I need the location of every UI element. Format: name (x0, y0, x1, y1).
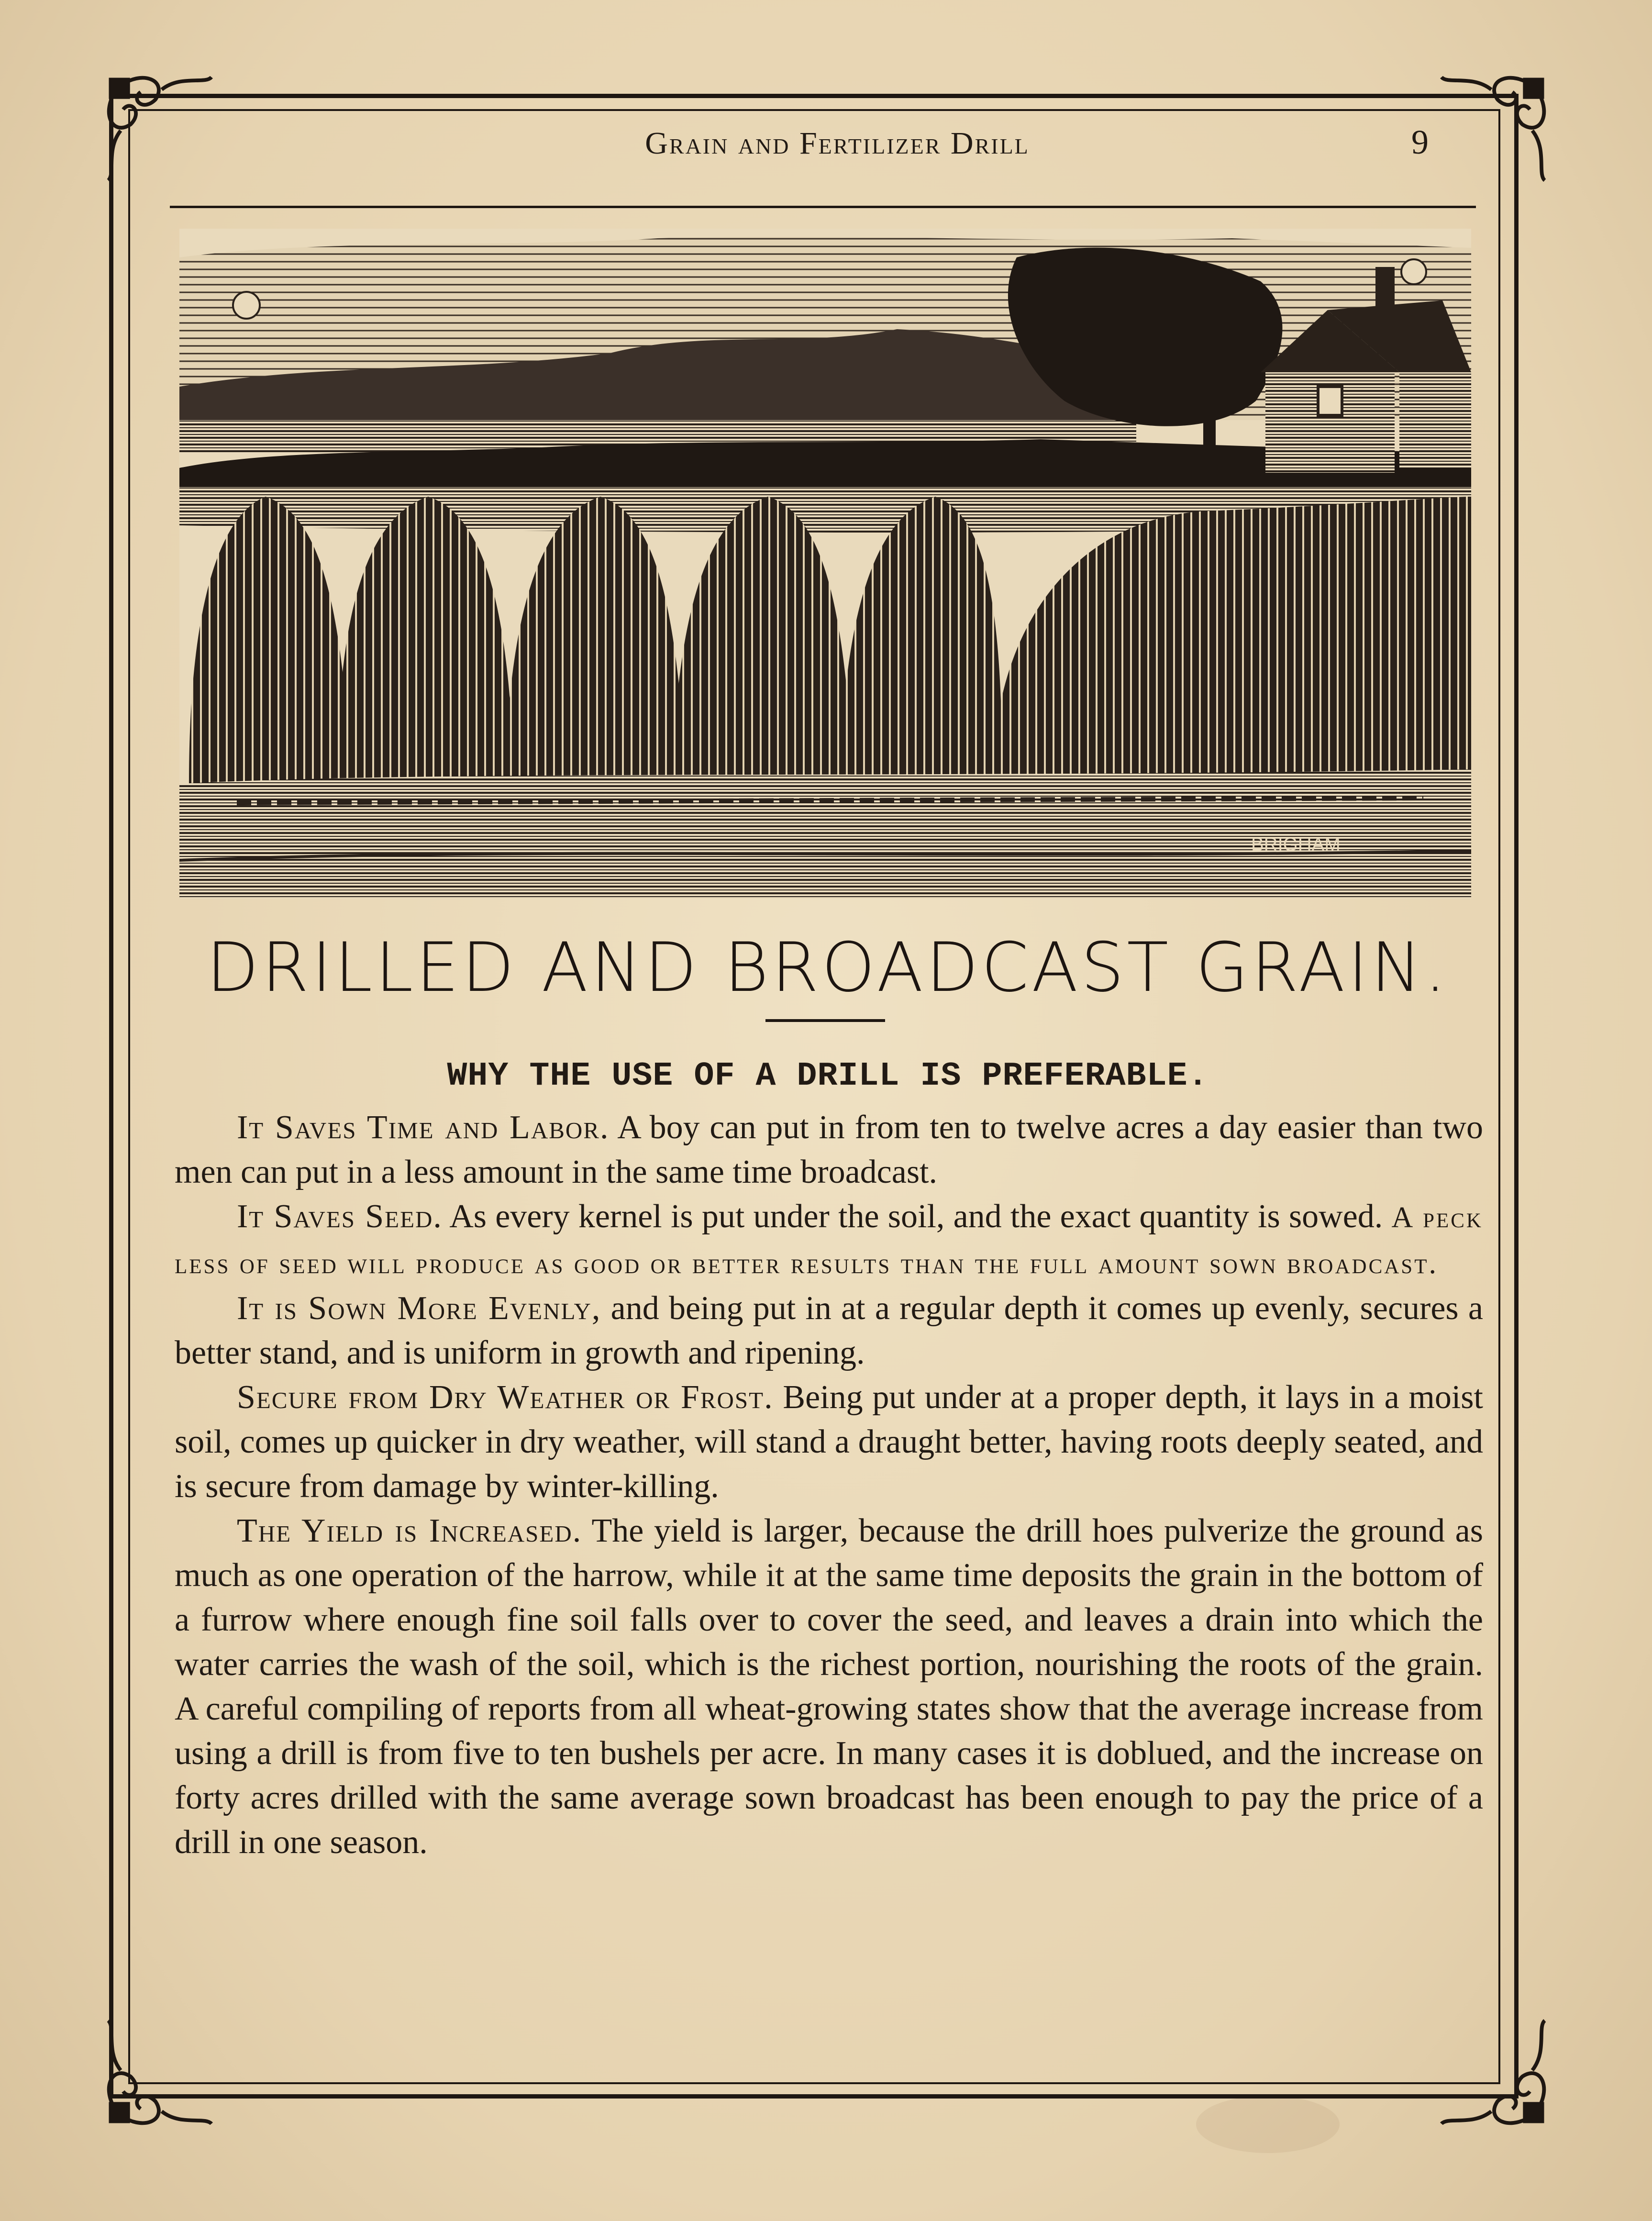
paragraph-text: Being put under at a proper depth, it lays in a moist soil, comes up quicker in dry weather, will stand a draught better, having roots deeply seated, and is secure from damage by winter-killing. (175, 1379, 1483, 1505)
corner-ornament-top-right (1435, 62, 1560, 187)
wheat-field-engraving (179, 229, 1471, 899)
paragraph-lead: It Saves Seed. (237, 1198, 443, 1235)
paragraph-text: As every kernel is put under the soil, and the exact quantity is sowed. (442, 1198, 1392, 1235)
engraver-signature: BRIGHAM (1251, 834, 1341, 855)
paragraph-lead: It is Sown More Evenly, (237, 1290, 601, 1327)
paragraph-saves-seed (175, 1194, 1483, 1286)
paragraph-yield (175, 1509, 1483, 1865)
paragraph-lead: It Saves Time and Labor. (237, 1109, 610, 1146)
running-head: Grain and Fertilizer Drill (645, 126, 1030, 161)
corner-ornament-bottom-right (1435, 2014, 1560, 2139)
paragraph-text: A boy can put in from ten to twelve acres a day easier than two men can put in a less amount in the same time broadcast. (175, 1109, 1484, 1190)
paragraph-emphasis: A peck less of seed will produce as good or better results than the full amount sown broadcast. (175, 1201, 1483, 1280)
header-rule (170, 206, 1476, 208)
title-rule (765, 1019, 885, 1022)
paragraph-sown-evenly (175, 1286, 1483, 1375)
article-subtitle: WHY THE USE OF A DRILL IS PREFERABLE. (447, 1057, 1209, 1095)
paragraph-dry-weather (175, 1375, 1483, 1509)
paragraph-text: The yield is larger, because the drill hoes pulverize the ground as much as one operation of the harrow, while it at the same time deposits the grain in the bottom of a furrow where enough fine soil falls over to cover the seed, and leaves a drain into which the water carries the wash of the soil, which is the richest portion, nourishing the roots of the grain. A careful compiling of reports from all wheat-growing states show that the average increase from using a drill is from five to ten bushels per acre. In many cases it is doblued, and the increase on forty acres drilled with the same average sown broadcast has been enough to pay the price of a drill in one season. (175, 1512, 1483, 1861)
page-number: 9 (1411, 123, 1429, 161)
article-body (175, 1105, 1483, 1865)
paragraph-text: and being put in at a regular depth it comes up evenly, secures a better stand, and is uniform in growth and ripening. (175, 1290, 1483, 1371)
paragraph-lead: Secure from Dry Weather or Frost. (237, 1379, 774, 1416)
corner-ornament-top-left (93, 62, 218, 187)
paragraph-time-labor (175, 1105, 1483, 1194)
article-title: DRILLED AND BROADCAST GRAIN. (206, 928, 1449, 1007)
corner-ornament-bottom-left (93, 2014, 218, 2139)
paper-stain (1196, 2096, 1340, 2153)
paragraph-lead: The Yield is Increased. (237, 1512, 582, 1549)
